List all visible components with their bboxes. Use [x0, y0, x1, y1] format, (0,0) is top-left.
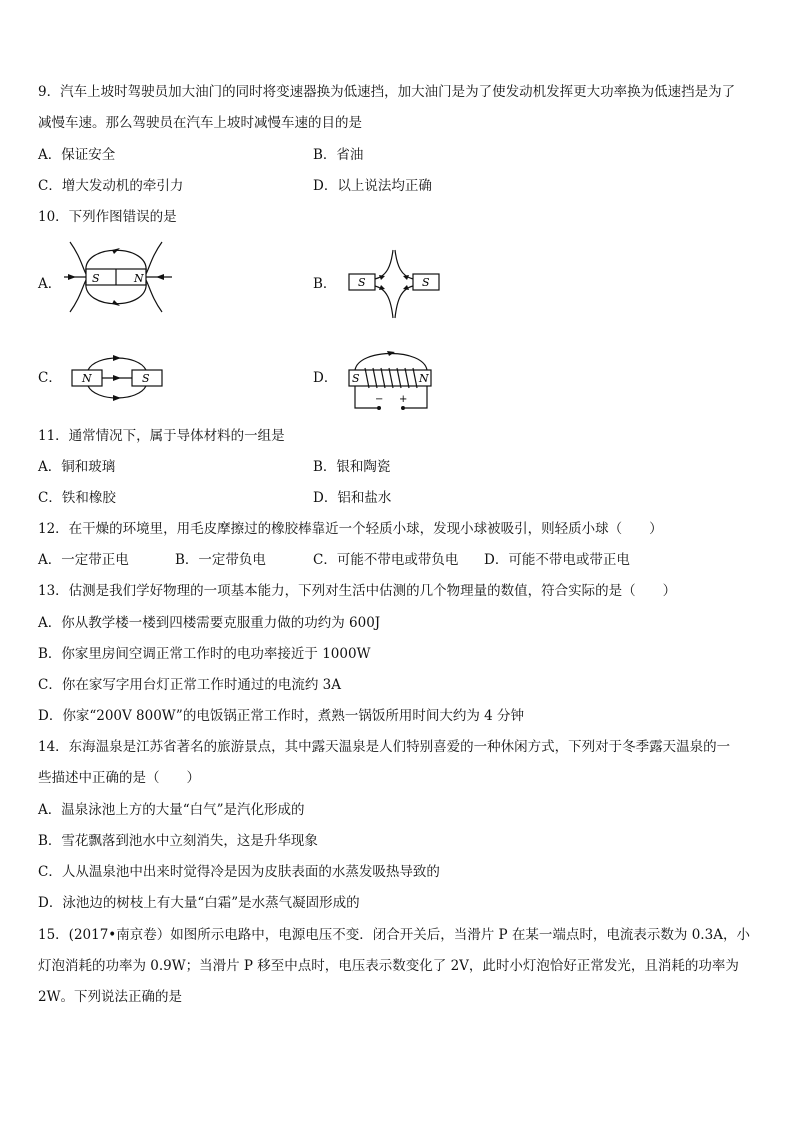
fig-c-pole-right: S	[142, 372, 150, 385]
q10-option-b-label: B．	[313, 276, 337, 292]
q13-option-c: C．你在家写字用台灯正常工作时通过的电流约 3A	[38, 677, 341, 693]
fig-b-pole-right: S	[422, 276, 430, 289]
q10-option-c-label: C．	[38, 370, 62, 386]
q11-option-c: C．铁和橡胶	[38, 490, 116, 506]
q10-figure-d	[343, 344, 443, 416]
q12-option-d: D．可能不带电或带正电	[484, 552, 630, 568]
q14-stem-line1: 14．东海温泉是江苏省著名的旅游景点，其中露天温泉是人们特别喜爱的一种休闲方式，下列对于冬季露天温泉的一	[38, 739, 731, 755]
fig-d-minus: −	[375, 394, 384, 405]
q11-option-a: A．铜和玻璃	[38, 459, 116, 475]
q13-option-a: A．你从教学楼一楼到四楼需要克服重力做的功约为 600J	[38, 615, 381, 631]
q12-option-c: C．可能不带电或带负电	[313, 552, 459, 568]
fig-b-pole-left: S	[358, 276, 366, 289]
fig-c-pole-left: N	[82, 372, 92, 385]
q12-option-b: B．一定带负电	[175, 552, 266, 568]
q14-stem-line2: 些描述中正确的是（ ）	[38, 770, 200, 786]
fig-a-pole-right: N	[134, 272, 144, 285]
q13-option-d: D．你家“200V 800W”的电饭锅正常工作时，煮熟一锅饭所用时间大约为 4 分钟	[38, 708, 524, 724]
q9-option-a: A．保证安全	[38, 147, 116, 163]
q13-option-b: B．你家里房间空调正常工作时的电功率接近于 1000W	[38, 646, 371, 662]
q14-option-a: A．温泉泳池上方的大量“白气”是汽化形成的	[38, 802, 305, 818]
q15-stem-line2: 灯泡消耗的功率为 0.9W；当滑片 P 移至中点时，电压表示数变化了 2V，此时小灯泡恰好正常发光，且消耗的功率为	[38, 958, 739, 974]
q10-option-d-label: D．	[313, 370, 338, 386]
q9-option-d: D．以上说法均正确	[313, 178, 432, 194]
q11-option-d: D．铝和盐水	[313, 490, 392, 506]
q15-stem-line3: 2W。下列说法正确的是	[38, 989, 182, 1005]
q12-stem: 12．在干燥的环境里，用毛皮摩擦过的橡胶棒靠近一个轻质小球，发现小球被吸引，则轻质小球（ ）	[38, 521, 663, 537]
q10-figure-b	[343, 246, 443, 326]
fig-d-plus: +	[399, 394, 408, 405]
fig-d-pole-right: N	[419, 372, 429, 385]
q14-option-c: C．人从温泉池中出来时觉得冷是因为皮肤表面的水蒸发吸热导致的	[38, 864, 440, 880]
q11-stem: 11．通常情况下，属于导体材料的一组是	[38, 428, 285, 444]
q13-stem: 13．估测是我们学好物理的一项基本能力，下列对生活中估测的几个物理量的数值，符合实际的是（ ）	[38, 583, 677, 599]
q9-stem-line2: 减慢车速。那么驾驶员在汽车上坡时减慢车速的目的是	[38, 115, 362, 131]
q11-option-b: B．银和陶瓷	[313, 459, 391, 475]
q12-option-a: A．一定带正电	[38, 552, 129, 568]
q10-figure-c	[68, 348, 168, 408]
q10-figure-a	[62, 238, 182, 320]
q15-stem-line1: 15．(2017•南京卷）如图所示电路中，电源电压不变．闭合开关后，当滑片 P 在某一端点时，电流表示数为 0.3A，小	[38, 927, 750, 943]
q9-option-b: B．省油	[313, 147, 364, 163]
q14-option-d: D．泳池边的树枝上有大量“白霜”是水蒸气凝固形成的	[38, 895, 360, 911]
fig-d-pole-left: S	[352, 372, 360, 385]
q10-option-a-label: A．	[38, 276, 62, 292]
q14-option-b: B．雪花飘落到池水中立刻消失，这是升华现象	[38, 833, 318, 849]
q9-option-c: C．增大发动机的牵引力	[38, 178, 184, 194]
q9-stem-line1: 9．汽车上坡时驾驶员加大油门的同时将变速器换为低速挡，加大油门是为了使发动机发挥更大功率换为低速挡是为了	[38, 84, 736, 100]
field-line-top	[355, 354, 427, 371]
q10-stem: 10．下列作图错误的是	[38, 209, 177, 225]
fig-a-pole-left: S	[92, 272, 100, 285]
